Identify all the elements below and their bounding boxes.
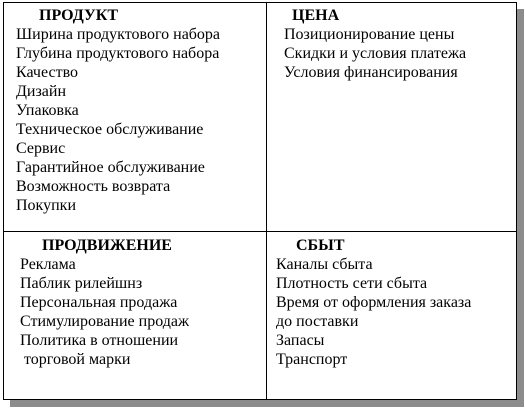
product-item: Гарантийное обслуживание xyxy=(16,159,205,176)
horizontal-divider xyxy=(4,231,516,232)
price-title: ЦЕНА xyxy=(292,7,340,24)
product-item: Упаковка xyxy=(16,102,79,119)
promotion-item: Политика в отношении xyxy=(20,332,179,349)
sales-list xyxy=(276,255,471,369)
product-item: Покупки xyxy=(16,197,76,214)
sales-title: СБЫТ xyxy=(296,237,345,254)
product-item: Возможность возврата xyxy=(16,178,171,195)
price-item: Скидки и условия платежа xyxy=(284,45,467,62)
product-item: Ширина продуктового набора xyxy=(16,26,221,43)
product-item: Дизайн xyxy=(16,83,67,100)
promotion-item: Персональная продажа xyxy=(20,294,178,311)
product-item: Техническое обслуживание xyxy=(16,121,204,138)
promotion-item: Паблик рилейшнз xyxy=(20,275,143,292)
vertical-divider xyxy=(266,3,267,399)
price-item: Позиционирование цены xyxy=(284,26,455,43)
sales-item: Время от оформления заказа xyxy=(276,294,472,311)
sales-item: Каналы сбыта xyxy=(276,256,373,273)
promotion-item: Стимулирование продаж xyxy=(20,313,190,330)
sales-item: Плотность сети сбыта xyxy=(276,275,428,292)
price-quadrant xyxy=(280,6,466,82)
promotion-list xyxy=(20,255,189,369)
sales-item: Транспорт xyxy=(276,351,348,368)
sales-item: до поставки xyxy=(276,313,359,330)
product-quadrant xyxy=(16,6,220,215)
product-item: Глубина продуктового набора xyxy=(16,45,220,62)
price-item: Условия финансирования xyxy=(284,64,458,81)
sales-item: Запасы xyxy=(276,332,325,349)
promotion-title: ПРОДВИЖЕНИЕ xyxy=(42,237,172,254)
promotion-quadrant xyxy=(20,236,189,369)
price-list xyxy=(280,25,466,82)
sales-quadrant xyxy=(276,236,471,369)
product-title: ПРОДУКТ xyxy=(39,7,118,24)
promotion-item: Реклама xyxy=(20,256,76,273)
promotion-item: торговой марки xyxy=(24,351,131,368)
product-list xyxy=(16,25,220,215)
product-item: Сервис xyxy=(16,140,66,157)
product-item: Качество xyxy=(16,64,79,81)
